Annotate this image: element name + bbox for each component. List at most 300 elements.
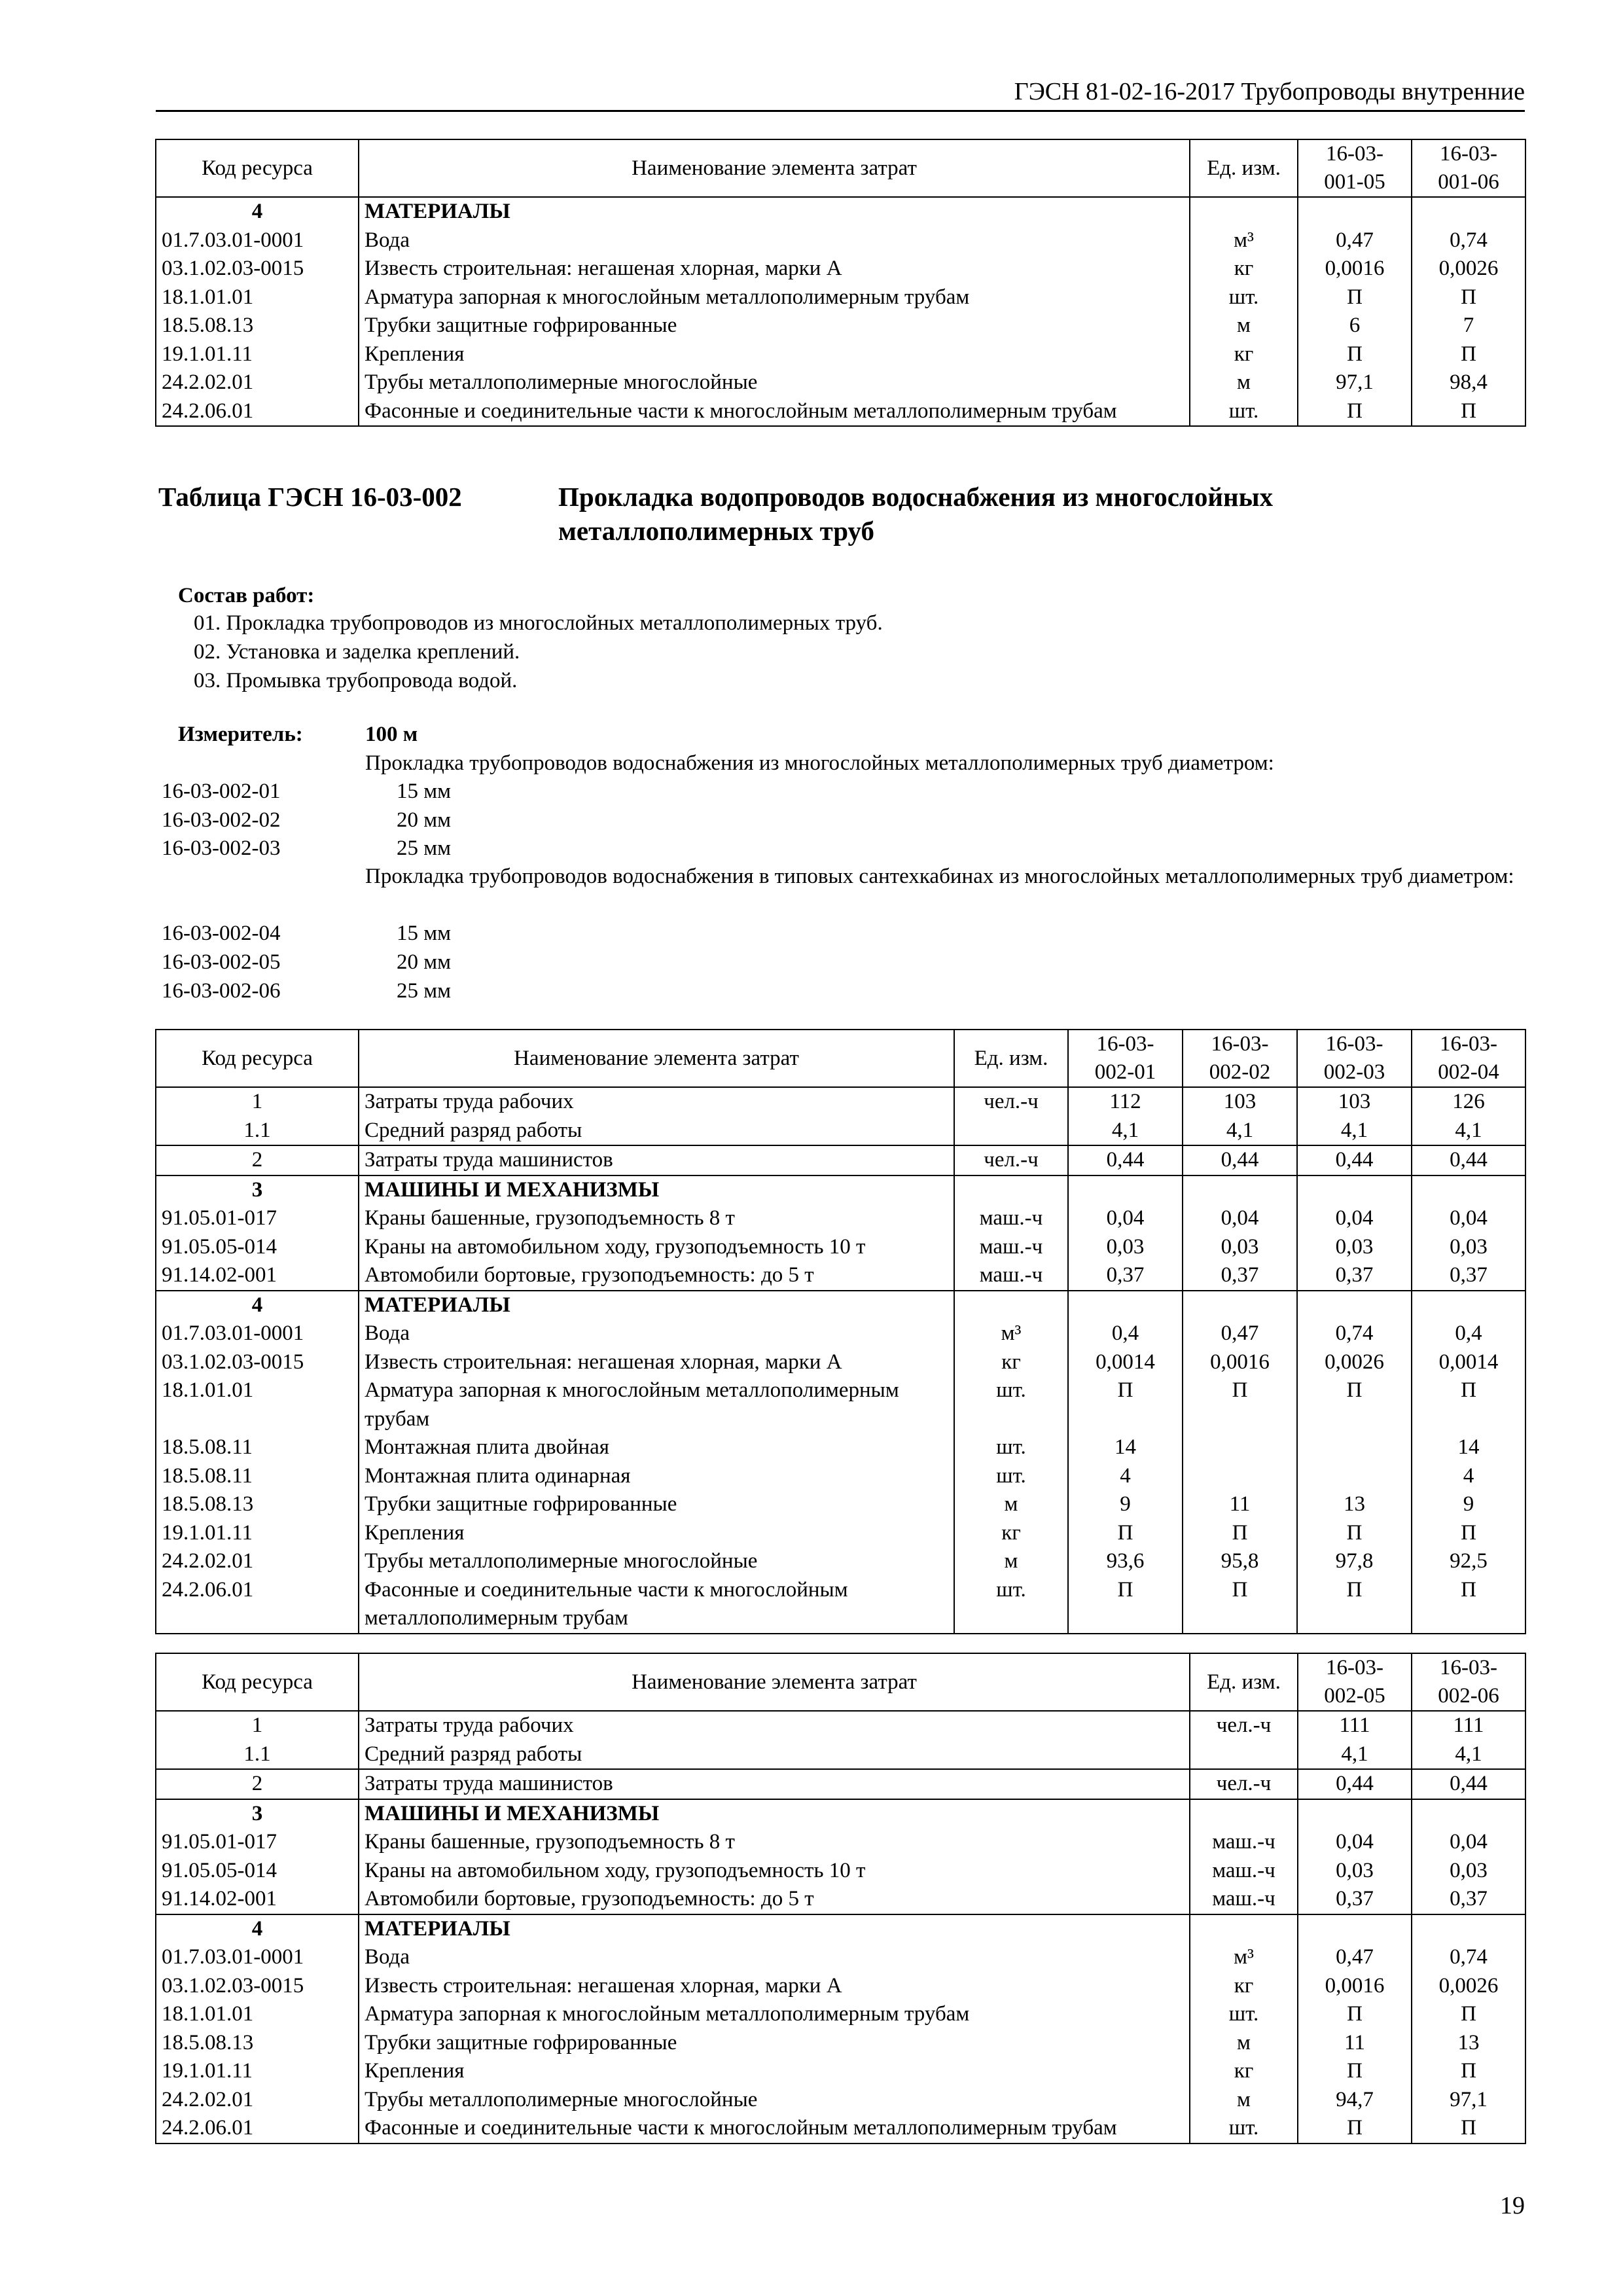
resource-code: 18.1.01.01 [156, 283, 359, 312]
rate-value [1412, 1799, 1525, 1829]
cost-element-name: Трубы металлополимерные многослойные [359, 368, 1190, 397]
rate-value: П [1412, 340, 1525, 369]
column-header-rate-code [1068, 1030, 1183, 1087]
resource-code: 19.1.01.11 [156, 2057, 359, 2086]
code-item: 16-03-002-01 [162, 780, 281, 803]
table-row [156, 1490, 1525, 1519]
table-row [156, 1462, 1525, 1491]
cost-element-name: Арматура запорная к многослойным металлополимерным трубам [359, 1376, 954, 1433]
rate-code-part: 16-03- [1096, 1032, 1154, 1056]
unit-of-measure: чел.-ч [954, 1087, 1068, 1117]
rate-value: 4,1 [1298, 1740, 1412, 1770]
rate-code-part: 002-06 [1438, 1684, 1499, 1708]
rate-value [1068, 1175, 1183, 1205]
rate-value: 4,1 [1412, 1117, 1525, 1146]
cost-element-name: Краны башенные, грузоподъемность 8 т [359, 1828, 1190, 1857]
rate-value [1298, 1799, 1412, 1829]
rate-value: 0,04 [1298, 1828, 1412, 1857]
resource-code: 24.2.02.01 [156, 2086, 359, 2115]
table-row [156, 1740, 1525, 1770]
resource-code: 18.5.08.13 [156, 1490, 359, 1519]
table-row [156, 1319, 1525, 1348]
resource-code: 2 [156, 1769, 359, 1799]
cost-element-name: МАТЕРИАЛЫ [359, 197, 1190, 226]
work-item: 02. Установка и заделка креплений. [194, 640, 520, 664]
rate-value: П [1183, 1576, 1297, 1634]
resource-code: 4 [156, 1914, 359, 1944]
rate-value: 0,0014 [1068, 1348, 1183, 1377]
rate-value: 6 [1298, 312, 1412, 340]
work-item: 01. Прокладка трубопроводов из многослойных металлополимерных труб. [194, 611, 883, 635]
rate-value: 11 [1183, 1490, 1297, 1519]
rate-value: 0,44 [1183, 1145, 1297, 1175]
code-item: 16-03-002-05 [162, 950, 281, 974]
cost-element-name: Затраты труда машинистов [359, 1145, 954, 1175]
resource-code: 18.5.08.11 [156, 1433, 359, 1462]
unit-of-measure: м [954, 1490, 1068, 1519]
resource-code: 1.1 [156, 1117, 359, 1146]
column-header-name: Наименование элемента затрат [359, 1030, 954, 1087]
column-header-rate-code [1412, 1030, 1525, 1087]
rate-value [1297, 1462, 1412, 1491]
table-row [156, 1117, 1525, 1146]
unit-of-measure [1190, 1740, 1298, 1770]
table-row [156, 1799, 1525, 1829]
rate-value: П [1412, 1576, 1525, 1634]
rate-value: П [1068, 1519, 1183, 1548]
resource-code: 24.2.06.01 [156, 397, 359, 427]
rate-value: 0,37 [1297, 1261, 1412, 1291]
table-row [156, 2000, 1525, 2029]
table-row [156, 1175, 1525, 1205]
work-item: 03. Промывка трубопровода водой. [194, 669, 518, 692]
unit-of-measure: кг [1190, 1972, 1298, 2001]
rate-value: 0,04 [1412, 1204, 1525, 1233]
rate-value: 0,04 [1068, 1204, 1183, 1233]
unit-of-measure: кг [954, 1348, 1068, 1377]
unit-of-measure: шт. [954, 1433, 1068, 1462]
cost-element-name: Арматура запорная к многослойным металлополимерным трубам [359, 283, 1190, 312]
unit-of-measure [1190, 1914, 1298, 1944]
rate-value: 0,44 [1297, 1145, 1412, 1175]
column-header-rate-code [1298, 139, 1412, 197]
unit-of-measure: кг [1190, 340, 1298, 369]
unit-of-measure: чел.-ч [1190, 1711, 1298, 1740]
table-row [156, 2057, 1525, 2086]
table-row [156, 1233, 1525, 1262]
meter-label: Измеритель: [178, 723, 303, 746]
meter-value: 100 м [365, 723, 418, 746]
unit-of-measure: маш.-ч [954, 1261, 1068, 1291]
rate-value: 0,44 [1298, 1769, 1412, 1799]
unit-of-measure [1190, 197, 1298, 226]
resource-code: 3 [156, 1175, 359, 1205]
rate-value: 0,0016 [1183, 1348, 1297, 1377]
table-row [156, 1972, 1525, 2001]
table-title: Прокладка водопроводов водоснабжения из многослойных металлополимерных труб [558, 482, 1274, 546]
table-row [156, 1828, 1525, 1857]
table-row [156, 2029, 1525, 2058]
rate-value: 7 [1412, 312, 1525, 340]
rate-value: 0,47 [1183, 1319, 1297, 1348]
table-row [156, 368, 1525, 397]
resource-code: 18.5.08.11 [156, 1462, 359, 1491]
rate-value: П [1183, 1519, 1297, 1548]
table-row [156, 255, 1525, 283]
cost-element-name: Известь строительная: негашеная хлорная, марки А [359, 1972, 1190, 2001]
rate-value: 0,0016 [1298, 1972, 1412, 2001]
works-label: Состав работ: [178, 584, 315, 607]
rate-value: П [1412, 1519, 1525, 1548]
rate-value: 97,8 [1297, 1547, 1412, 1576]
resource-code: 18.1.01.01 [156, 1376, 359, 1433]
unit-of-measure: м³ [1190, 1943, 1298, 1972]
cost-element-name: Средний разряд работы [359, 1117, 954, 1146]
cost-element-name: Затраты труда рабочих [359, 1087, 954, 1117]
rate-value: 4,1 [1412, 1740, 1525, 1770]
rate-value: 0,0014 [1412, 1348, 1525, 1377]
table-row [156, 312, 1525, 340]
resource-code: 91.14.02-001 [156, 1885, 359, 1914]
group-title: Прокладка трубопроводов водоснабжения из многослойных металлополимерных труб диаметром: [365, 751, 1274, 775]
rate-code-part: 001-06 [1438, 170, 1499, 194]
table-row [156, 1857, 1525, 1886]
rate-value: П [1298, 397, 1412, 427]
table-row [156, 2114, 1525, 2144]
rate-code-part: 16-03- [1440, 1656, 1497, 1679]
unit-of-measure: шт. [1190, 283, 1298, 312]
size-item: 25 мм [397, 979, 452, 1003]
unit-of-measure [954, 1117, 1068, 1146]
resource-code: 91.05.01-017 [156, 1204, 359, 1233]
size-item: 20 мм [397, 808, 452, 832]
table-row [156, 1261, 1525, 1291]
rate-value: 0,74 [1412, 226, 1525, 255]
header-row [156, 1030, 1525, 1087]
rate-value: 0,03 [1297, 1233, 1412, 1262]
cost-element-name: Известь строительная: негашеная хлорная, марки А [359, 255, 1190, 283]
rate-value [1297, 1433, 1412, 1462]
rate-value: П [1297, 1519, 1412, 1548]
unit-of-measure [954, 1291, 1068, 1320]
resource-code: 24.2.06.01 [156, 2114, 359, 2144]
cost-element-name: МАШИНЫ И МЕХАНИЗМЫ [359, 1799, 1190, 1829]
rate-value: 13 [1297, 1490, 1412, 1519]
rate-value: 0,04 [1183, 1204, 1297, 1233]
rate-value: 0,37 [1412, 1261, 1525, 1291]
cost-element-name: МАШИНЫ И МЕХАНИЗМЫ [359, 1175, 954, 1205]
cost-element-name: Вода [359, 1319, 954, 1348]
unit-of-measure: маш.-ч [954, 1233, 1068, 1262]
rate-value: П [1412, 2057, 1525, 2086]
unit-of-measure: м [1190, 2029, 1298, 2058]
cost-element-name: Монтажная плита двойная [359, 1433, 954, 1462]
rate-value: П [1298, 2114, 1412, 2144]
table-16-03-001-continued [155, 139, 1526, 427]
unit-of-measure: шт. [1190, 397, 1298, 427]
resource-code: 2 [156, 1145, 359, 1175]
cost-element-name: Трубки защитные гофрированные [359, 1490, 954, 1519]
cost-element-name: Фасонные и соединительные части к многослойным металлополимерным трубам [359, 2114, 1190, 2144]
resource-code: 1 [156, 1711, 359, 1740]
rate-value: 0,37 [1183, 1261, 1297, 1291]
rate-value: 0,37 [1298, 1885, 1412, 1914]
table-16-03-002-05-06 [155, 1653, 1526, 2144]
cost-element-name: Автомобили бортовые, грузоподъемность: до 5 т [359, 1261, 954, 1291]
rate-value: 93,6 [1068, 1547, 1183, 1576]
column-header-unit: Ед. изм. [1190, 139, 1298, 197]
rate-value: П [1183, 1376, 1297, 1433]
column-header-code: Код ресурса [156, 139, 359, 197]
cost-element-name: Крепления [359, 2057, 1190, 2086]
resource-code: 91.05.05-014 [156, 1233, 359, 1262]
unit-of-measure: маш.-ч [1190, 1828, 1298, 1857]
unit-of-measure: кг [1190, 255, 1298, 283]
rate-value: 111 [1412, 1711, 1525, 1740]
rate-value [1298, 197, 1412, 226]
cost-element-name: Известь строительная: негашеная хлорная, марки А [359, 1348, 954, 1377]
table-row [156, 1943, 1525, 1972]
rate-value: 103 [1183, 1087, 1297, 1117]
rate-value: 0,44 [1068, 1145, 1183, 1175]
header-row [156, 139, 1525, 197]
unit-of-measure: шт. [1190, 2000, 1298, 2029]
rate-code-part: 16-03- [1440, 1032, 1497, 1056]
rate-value: 97,1 [1298, 368, 1412, 397]
cost-element-name: МАТЕРИАЛЫ [359, 1914, 1190, 1944]
rate-value: 0,03 [1068, 1233, 1183, 1262]
rate-value: 4 [1412, 1462, 1525, 1491]
size-item: 15 мм [397, 780, 452, 803]
rate-value: 0,4 [1412, 1319, 1525, 1348]
resource-code: 03.1.02.03-0015 [156, 1348, 359, 1377]
rate-value: 4,1 [1297, 1117, 1412, 1146]
rate-value [1412, 197, 1525, 226]
cost-element-name: Трубки защитные гофрированные [359, 312, 1190, 340]
rate-value: 0,74 [1412, 1943, 1525, 1972]
code-item: 16-03-002-06 [162, 979, 281, 1003]
rate-value: 0,03 [1298, 1857, 1412, 1886]
unit-of-measure: шт. [954, 1576, 1068, 1634]
running-header: ГЭСН 81-02-16-2017 Трубопроводы внутренние [156, 73, 1525, 112]
unit-of-measure: кг [954, 1519, 1068, 1548]
size-item: 20 мм [397, 950, 452, 974]
table-row [156, 226, 1525, 255]
rate-value [1068, 1291, 1183, 1320]
rate-value: 0,0016 [1298, 255, 1412, 283]
table-row [156, 1885, 1525, 1914]
rate-code-part: 002-02 [1209, 1060, 1271, 1084]
table-row [156, 1519, 1525, 1548]
rate-value: 11 [1298, 2029, 1412, 2058]
rate-value: 94,7 [1298, 2086, 1412, 2115]
column-header-name: Наименование элемента затрат [359, 139, 1190, 197]
resource-code: 19.1.01.11 [156, 1519, 359, 1548]
resource-code: 24.2.02.01 [156, 1547, 359, 1576]
rate-value: 4,1 [1183, 1117, 1297, 1146]
column-header-code: Код ресурса [156, 1030, 359, 1087]
column-header-unit: Ед. изм. [1190, 1653, 1298, 1711]
rate-value [1412, 1175, 1525, 1205]
unit-of-measure [1190, 1799, 1298, 1829]
rate-value: П [1298, 340, 1412, 369]
cost-element-name: Затраты труда рабочих [359, 1711, 1190, 1740]
header-row [156, 1653, 1525, 1711]
table-row [156, 197, 1525, 226]
unit-of-measure: чел.-ч [1190, 1769, 1298, 1799]
resource-code: 1.1 [156, 1740, 359, 1770]
rate-value: 97,1 [1412, 2086, 1525, 2115]
table-row [156, 1433, 1525, 1462]
rate-value: 0,0026 [1412, 255, 1525, 283]
rate-value: 4 [1068, 1462, 1183, 1491]
rate-value: 0,47 [1298, 1943, 1412, 1972]
rate-value: 14 [1068, 1433, 1183, 1462]
cost-element-name: Краны башенные, грузоподъемность 8 т [359, 1204, 954, 1233]
rate-code-part: 16-03- [1325, 1032, 1383, 1056]
table-row [156, 1348, 1525, 1377]
rate-code-part: 002-01 [1094, 1060, 1156, 1084]
resource-code: 01.7.03.01-0001 [156, 1319, 359, 1348]
rate-value: П [1412, 2114, 1525, 2144]
rate-value [1412, 1291, 1525, 1320]
rate-code-part: 16-03- [1326, 142, 1383, 166]
rate-code-part: 16-03- [1440, 142, 1497, 166]
rate-value [1298, 1914, 1412, 1944]
resource-code: 1 [156, 1087, 359, 1117]
cost-element-name: Краны на автомобильном ходу, грузоподъемность 10 т [359, 1233, 954, 1262]
table-row [156, 1711, 1525, 1740]
cost-element-name: Вода [359, 1943, 1190, 1972]
rate-value: 0,37 [1068, 1261, 1183, 1291]
rate-value: 0,74 [1297, 1319, 1412, 1348]
resource-code: 19.1.01.11 [156, 340, 359, 369]
resource-code: 91.05.01-017 [156, 1828, 359, 1857]
code-item: 16-03-002-04 [162, 922, 281, 945]
cost-element-name: Трубы металлополимерные многослойные [359, 1547, 954, 1576]
column-header-rate-code [1297, 1030, 1412, 1087]
rate-code-part: 002-04 [1438, 1060, 1499, 1084]
cost-element-name: Трубки защитные гофрированные [359, 2029, 1190, 2058]
cost-element-name: Краны на автомобильном ходу, грузоподъемность 10 т [359, 1857, 1190, 1886]
unit-of-measure: м [954, 1547, 1068, 1576]
table-row [156, 1914, 1525, 1944]
rate-value: 0,47 [1298, 226, 1412, 255]
table-row [156, 1087, 1525, 1117]
cost-element-name: Фасонные и соединительные части к многослойным металлополимерным трубам [359, 1576, 954, 1634]
column-header-rate-code [1298, 1653, 1412, 1711]
rate-value: 103 [1297, 1087, 1412, 1117]
rate-value: 0,37 [1412, 1885, 1525, 1914]
rate-value: П [1298, 2000, 1412, 2029]
column-header-rate-code [1412, 1653, 1525, 1711]
rate-value: 14 [1412, 1433, 1525, 1462]
cost-element-name: Фасонные и соединительные части к многослойным металлополимерным трубам [359, 397, 1190, 427]
rate-value [1297, 1175, 1412, 1205]
resource-code: 18.1.01.01 [156, 2000, 359, 2029]
cost-element-name: Арматура запорная к многослойным металлополимерным трубам [359, 2000, 1190, 2029]
cost-element-name: Крепления [359, 1519, 954, 1548]
cost-element-name: Затраты труда машинистов [359, 1769, 1190, 1799]
cost-element-name: Монтажная плита одинарная [359, 1462, 954, 1491]
code-item: 16-03-002-02 [162, 808, 281, 832]
rate-code-part: 16-03- [1211, 1032, 1269, 1056]
unit-of-measure: м³ [954, 1319, 1068, 1348]
unit-of-measure: маш.-ч [954, 1204, 1068, 1233]
rate-code-part: 002-03 [1323, 1060, 1385, 1084]
resource-code: 4 [156, 1291, 359, 1320]
rate-value [1183, 1462, 1297, 1491]
rate-value: П [1297, 1576, 1412, 1634]
code-item: 16-03-002-03 [162, 836, 281, 860]
cost-element-name: Средний разряд работы [359, 1740, 1190, 1770]
table-row [156, 1376, 1525, 1433]
cost-element-name: Крепления [359, 340, 1190, 369]
rate-value: П [1412, 2000, 1525, 2029]
unit-of-measure: чел.-ч [954, 1145, 1068, 1175]
column-header-name: Наименование элемента затрат [359, 1653, 1190, 1711]
unit-of-measure: маш.-ч [1190, 1885, 1298, 1914]
rate-value: 92,5 [1412, 1547, 1525, 1576]
cost-element-name: Вода [359, 226, 1190, 255]
rate-value [1183, 1433, 1297, 1462]
rate-value: П [1412, 1376, 1525, 1433]
rate-code-part: 16-03- [1326, 1656, 1383, 1679]
unit-of-measure: м [1190, 312, 1298, 340]
table-row [156, 1291, 1525, 1320]
resource-code: 18.5.08.13 [156, 2029, 359, 2058]
rate-value: 126 [1412, 1087, 1525, 1117]
group-title: Прокладка трубопроводов водоснабжения в типовых сантехкабинах из многослойных металлополимерных труб диаметром: [365, 865, 1514, 888]
table-row [156, 1204, 1525, 1233]
unit-of-measure: шт. [1190, 2114, 1298, 2144]
rate-value [1183, 1175, 1297, 1205]
rate-value: П [1412, 397, 1525, 427]
table-row [156, 1769, 1525, 1799]
unit-of-measure: м³ [1190, 226, 1298, 255]
cost-element-name: МАТЕРИАЛЫ [359, 1291, 954, 1320]
resource-code: 01.7.03.01-0001 [156, 226, 359, 255]
table-row [156, 1576, 1525, 1634]
rate-value: 95,8 [1183, 1547, 1297, 1576]
rate-value: 0,04 [1297, 1204, 1412, 1233]
rate-value: П [1068, 1576, 1183, 1634]
rate-value [1412, 1914, 1525, 1944]
size-item: 25 мм [397, 836, 452, 860]
rate-value: 13 [1412, 2029, 1525, 2058]
rate-value: 0,44 [1412, 1145, 1525, 1175]
table-row [156, 1547, 1525, 1576]
resource-code: 01.7.03.01-0001 [156, 1943, 359, 1972]
resource-code: 18.5.08.13 [156, 312, 359, 340]
column-header-rate-code [1183, 1030, 1297, 1087]
table-row [156, 283, 1525, 312]
rate-value: 4,1 [1068, 1117, 1183, 1146]
table-16-03-002-01-04 [155, 1029, 1526, 1634]
table-row [156, 340, 1525, 369]
unit-of-measure: маш.-ч [1190, 1857, 1298, 1886]
table-row [156, 397, 1525, 427]
rate-code-part: 001-05 [1324, 170, 1385, 194]
unit-of-measure [954, 1175, 1068, 1205]
table-row [156, 2086, 1525, 2115]
unit-of-measure: кг [1190, 2057, 1298, 2086]
unit-of-measure: м [1190, 368, 1298, 397]
rate-code-part: 002-05 [1324, 1684, 1385, 1708]
rate-value: 0,4 [1068, 1319, 1183, 1348]
rate-value [1183, 1291, 1297, 1320]
unit-of-measure: шт. [954, 1376, 1068, 1433]
